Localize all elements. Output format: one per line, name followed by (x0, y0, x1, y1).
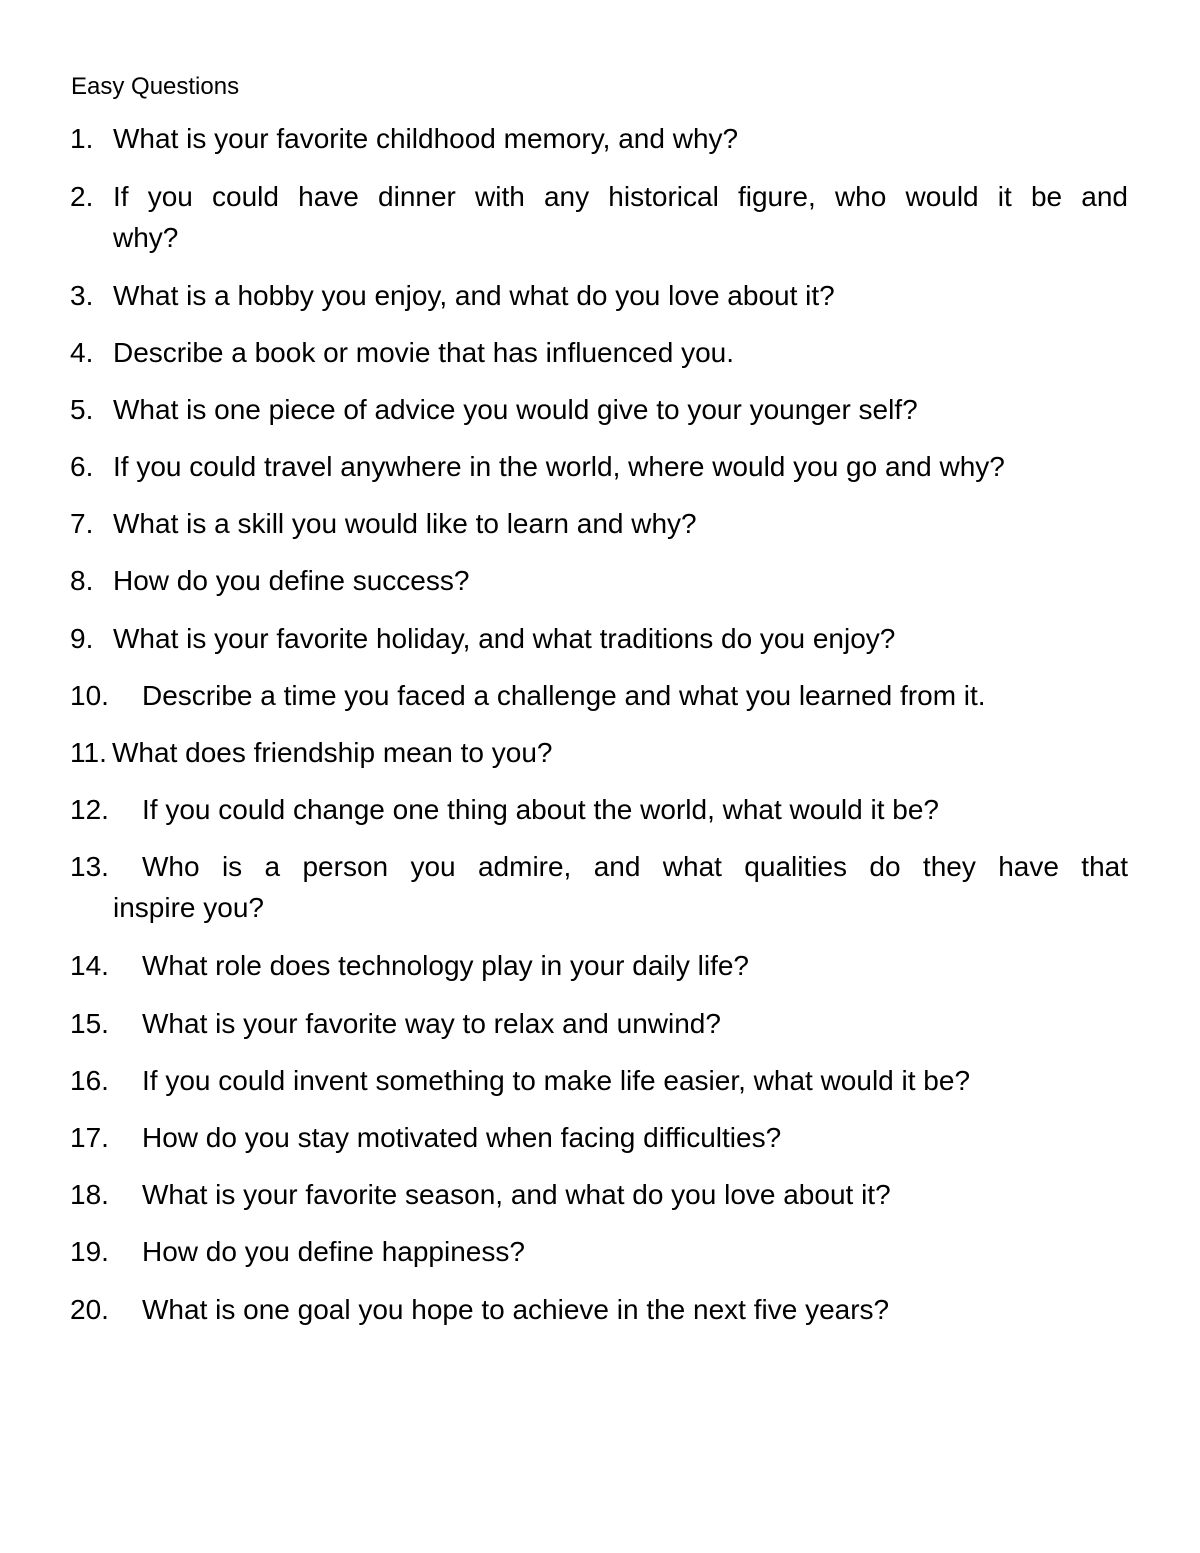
question-number: 3. (70, 280, 94, 311)
question-text-line2: inspire you? (113, 892, 264, 923)
question-text: If you could change one thing about the world, what would it be? (142, 794, 939, 825)
question-text: Describe a book or movie that has influenced you. (113, 337, 735, 368)
question-number: 16. (70, 1065, 109, 1096)
question-number: 12. (70, 794, 109, 825)
question-number: 4. (70, 337, 94, 368)
question-text: What is a hobby you enjoy, and what do you love about it? (113, 280, 835, 311)
question-item (70, 176, 1128, 258)
question-number: 10. (70, 680, 109, 711)
question-text: How do you define success? (113, 565, 470, 596)
question-text: What is one piece of advice you would give to your younger self? (113, 394, 918, 425)
question-number: 13. (70, 851, 109, 882)
question-text: What does friendship mean to you? (112, 737, 553, 768)
question-number: 9. (70, 623, 94, 654)
question-text: How do you define happiness? (142, 1236, 525, 1267)
question-number: 14. (70, 950, 109, 981)
question-number: 20. (70, 1294, 109, 1325)
question-text: What is your favorite way to relax and unwind? (142, 1008, 721, 1039)
question-item (70, 846, 1128, 928)
question-number: 5. (70, 394, 94, 425)
question-number: 7. (70, 508, 94, 539)
question-number: 18. (70, 1179, 109, 1210)
question-text: What is your favorite holiday, and what traditions do you enjoy? (113, 623, 896, 654)
question-text: If you could travel anywhere in the world, where would you go and why? (113, 451, 1005, 482)
question-number: 1. (70, 123, 94, 154)
question-number: 2. (70, 181, 94, 212)
question-text-line1: If you could have dinner with any historical figure, who would it be and (113, 181, 1128, 212)
question-text-line1: Who is a person you admire, and what qualities do they have that (142, 851, 1128, 882)
question-text: Describe a time you faced a challenge and what you learned from it. (142, 680, 986, 711)
question-text: What is a skill you would like to learn and why? (113, 508, 697, 539)
question-number: 15. (70, 1008, 109, 1039)
question-number: 11. (70, 737, 107, 768)
question-number: 8. (70, 565, 94, 596)
page-heading: Easy Questions (71, 73, 240, 100)
question-number: 17. (70, 1122, 109, 1153)
question-text-line2: why? (113, 222, 179, 253)
question-text: What is your favorite childhood memory, and why? (113, 123, 739, 154)
question-text: If you could invent something to make life easier, what would it be? (142, 1065, 971, 1096)
question-text: What role does technology play in your daily life? (142, 950, 750, 981)
question-text: How do you stay motivated when facing difficulties? (142, 1122, 782, 1153)
question-text: What is your favorite season, and what do you love about it? (142, 1179, 891, 1210)
question-number: 6. (70, 451, 94, 482)
question-number: 19. (70, 1236, 109, 1267)
question-text: What is one goal you hope to achieve in the next five years? (142, 1294, 890, 1325)
